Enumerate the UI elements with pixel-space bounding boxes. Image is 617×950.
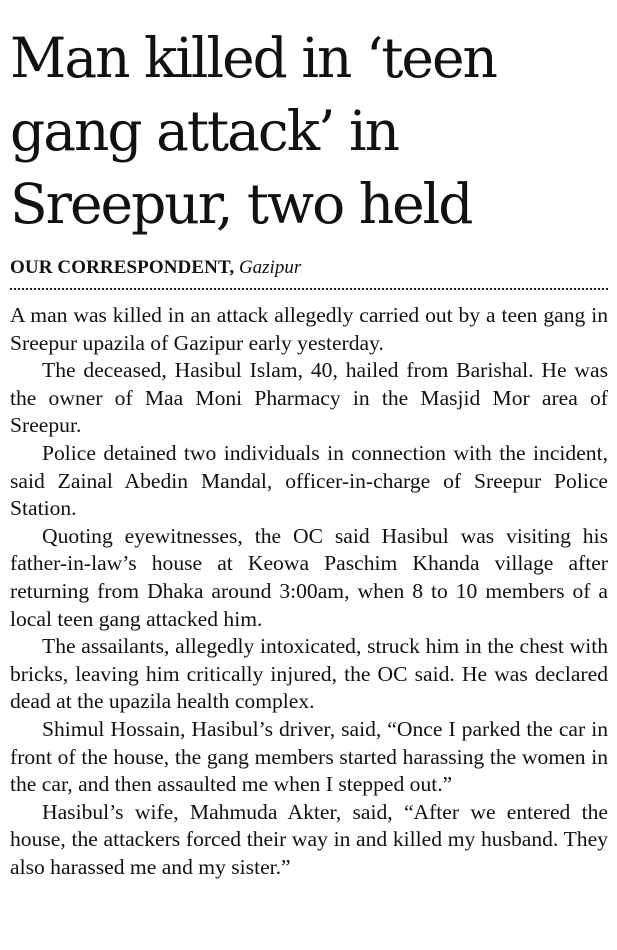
- news-article: [10, 0, 608, 881]
- paragraph: Hasibul’s wife, Mahmuda Akter, said, “After we entered the house, the attackers forced their way in and killed my husband. They also harassed me and my sister.”: [10, 799, 608, 879]
- paragraph: The assailants, allegedly intoxicated, struck him in the chest with bricks, leaving him critically injured, the OC said. He was declared dead at the upazila health complex.: [10, 634, 608, 714]
- paragraph: Police detained two individuals in connection with the incident, said Zainal Abedin Mandal, officer-in-charge of Sreepur Police Station.: [10, 440, 608, 521]
- byline: [10, 257, 608, 279]
- paragraph: A man was killed in an attack allegedly carried out by a teen gang in Sreepur upazila of Gazipur early yesterday.: [10, 303, 608, 355]
- paragraph: Shimul Hossain, Hasibul’s driver, said, “Once I parked the car in front of the house, the gang members started harassing the women in the car, and then assaulted me when I stepped out.”: [10, 716, 608, 797]
- paragraph: Quoting eyewitnesses, the OC said Hasibul was visiting his father-in-law’s house at Keowa Paschim Khanda village after returning from Dhaka around 3:00am, when 8 to 10 members of a local teen gang attacked him.: [10, 523, 608, 631]
- dotted-divider: [10, 288, 608, 290]
- byline-author: OUR CORRESPONDENT,: [10, 257, 235, 278]
- article-body: [10, 302, 608, 881]
- byline-location: Gazipur: [238, 257, 302, 278]
- headline: Man killed in ‘teen gang attack’ in Sreepur, two held: [10, 26, 496, 236]
- paragraph: The deceased, Hasibul Islam, 40, hailed from Barishal. He was the owner of Maa Moni Pharmacy in the Masjid Mor area of Sreepur.: [10, 358, 608, 438]
